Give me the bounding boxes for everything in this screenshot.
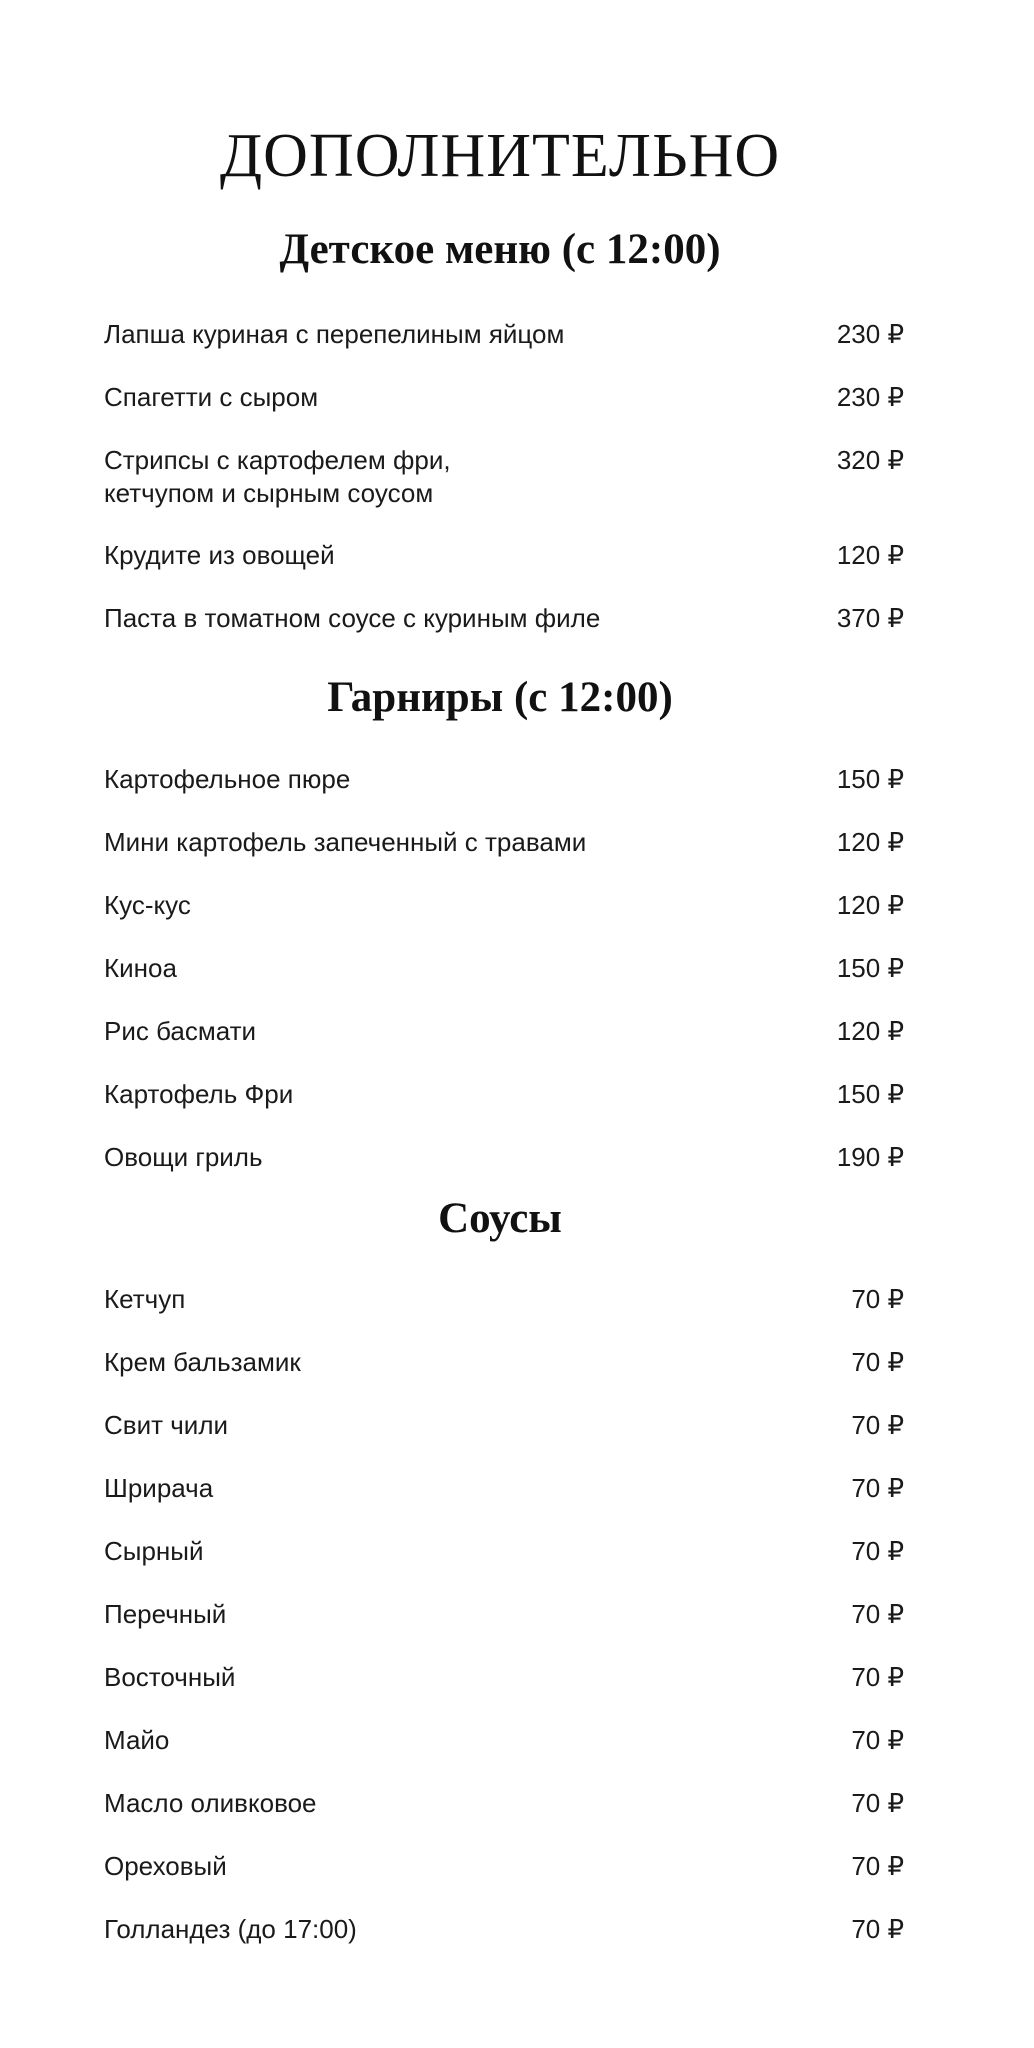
- item-name: Рис басмати: [104, 1016, 257, 1046]
- item-name: Кус-кус: [104, 890, 191, 920]
- item-price: 70 ₽: [851, 1725, 904, 1755]
- item-name: Масло оливковое: [104, 1788, 317, 1818]
- item-price: 70 ₽: [851, 1284, 904, 1314]
- item-name: Киноа: [104, 953, 177, 983]
- item-price: 150 ₽: [836, 764, 904, 794]
- item-price: 230 ₽: [836, 382, 904, 412]
- item-name: Крудите из овощей: [104, 540, 335, 570]
- item-name: Голландез (до 17:00): [104, 1914, 357, 1944]
- item-price: 70 ₽: [851, 1599, 904, 1629]
- item-price: 190 ₽: [836, 1142, 904, 1172]
- section-heading-sauces: Соусы: [438, 1195, 562, 1242]
- item-name: Крем бальзамик: [104, 1347, 301, 1377]
- item-name: Свит чили: [104, 1410, 229, 1440]
- item-price: 70 ₽: [851, 1536, 904, 1566]
- item-name: Паста в томатном соусе с куриным филе: [104, 603, 601, 633]
- item-price: 370 ₽: [836, 603, 904, 633]
- item-price: 120 ₽: [836, 827, 904, 857]
- item-price: 70 ₽: [851, 1347, 904, 1377]
- item-name: Шрирача: [104, 1473, 214, 1503]
- item-price: 150 ₽: [836, 1079, 904, 1109]
- item-price: 120 ₽: [836, 890, 904, 920]
- item-price: 320 ₽: [836, 445, 904, 475]
- item-price: 70 ₽: [851, 1788, 904, 1818]
- page-title: ДОПОЛНИТЕЛЬНО: [219, 122, 781, 190]
- item-name: Картофельное пюре: [104, 764, 351, 794]
- item-price: 70 ₽: [851, 1410, 904, 1440]
- item-name: Лапша куриная с перепелиным яйцом: [104, 319, 565, 349]
- item-price: 150 ₽: [836, 953, 904, 983]
- item-price: 230 ₽: [836, 319, 904, 349]
- item-price: 70 ₽: [851, 1914, 904, 1944]
- item-price: 120 ₽: [836, 1016, 904, 1046]
- item-price: 70 ₽: [851, 1662, 904, 1692]
- item-price: 70 ₽: [851, 1851, 904, 1881]
- item-name: Перечный: [104, 1599, 227, 1629]
- item-name: Картофель Фри: [104, 1079, 294, 1109]
- item-name: Спагетти с сыром: [104, 382, 319, 412]
- item-name: Ореховый: [104, 1851, 227, 1881]
- item-name: Овощи гриль: [104, 1142, 263, 1172]
- item-name: Стрипсы с картофелем фри, кетчупом и сырным соусом: [104, 445, 451, 508]
- item-name: Мини картофель запеченный с травами: [104, 827, 587, 857]
- item-name: Майо: [104, 1725, 170, 1755]
- section-heading-sides: Гарниры (с 12:00): [327, 674, 673, 721]
- item-price: 70 ₽: [851, 1473, 904, 1503]
- item-name: Сырный: [104, 1536, 204, 1566]
- item-price: 120 ₽: [836, 540, 904, 570]
- item-name: Кетчуп: [104, 1284, 186, 1314]
- section-heading-kids: Детское меню (с 12:00): [279, 226, 721, 273]
- item-name: Восточный: [104, 1662, 236, 1692]
